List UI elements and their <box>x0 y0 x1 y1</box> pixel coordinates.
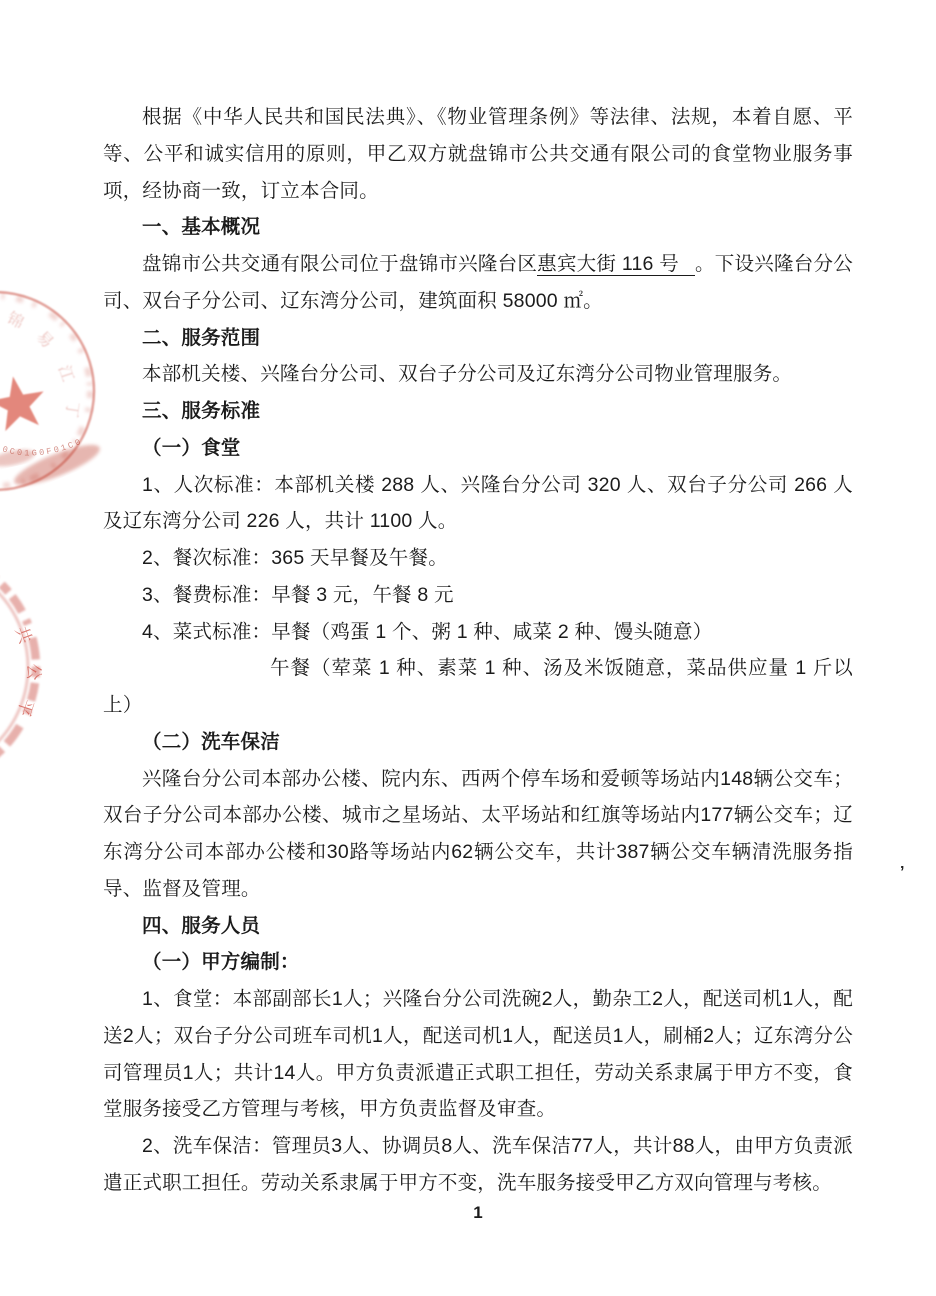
para-service-scope: 本部机关楼、兴隆台分公司、双台子分公司及辽东湾分公司物业管理服务。 <box>142 363 793 386</box>
para-car-wash-scope: 兴隆台分公司本部办公楼、院内东、西两个停车场和爱顿等场站内148辆公交车；双台子分公司本部办公楼、城市之星场站、太平场站和红旗等场站内177辆公交车；辽东湾分公司本部办公楼和30路等场站内62辆公交车，共计387辆公交车辆清洗服务指导、监督及管理。 <box>103 767 853 900</box>
svg-text:丁: 丁 <box>61 400 81 419</box>
heading-service-standard: 三、服务标准 <box>142 400 261 422</box>
seal-star-icon <box>0 377 44 432</box>
svg-text:易: 易 <box>32 328 57 352</box>
para-menu-standard-lunch: 午餐（荤菜 1 种、素菜 1 种、汤及米饭随意，菜品供应量 1 斤以上） <box>103 657 853 716</box>
heading-service-personnel: 四、服务人员 <box>142 914 261 937</box>
para-headcount-standard: 1、人次标准：本部机关楼 288 人、兴隆台分公司 320 人、双台子分公司 266 人及辽东湾分公司 226 人，共计 1100 人。 <box>103 473 853 533</box>
svg-text:锦: 锦 <box>4 309 27 333</box>
contract-body <box>103 0 853 1202</box>
para-company-location-pre: 盘锦市公共交通有限公司位于盘锦市兴隆台区 <box>142 253 538 275</box>
heading-service-scope: 二、服务范围 <box>142 326 261 349</box>
heading-basic-overview: 一、基本概况 <box>142 216 261 239</box>
heading-car-wash: （二）洗车保洁 <box>142 730 280 753</box>
para-company-location <box>103 246 853 320</box>
svg-text:平: 平 <box>13 696 37 719</box>
para-canteen-staffing: 1、食堂：本部副部长1人；兴隆台分公司洗碗2人，勤杂工2人，配送司机1人，配送2人；双台子分公司班车司机1人，配送司机1人，配送员1人，刷桶2人；辽东湾分公司管理员1人；共计14人。甲方负责派遣正式职工担任，劳动关系隶属于甲方不变，食堂服务接受乙方管理与考核，甲方负责监督及审查。 <box>103 988 853 1121</box>
seal2-outer-ring <box>0 575 28 765</box>
para-car-wash-staffing: 2、洗车保洁：管理员3人、协调员8人、洗车保洁77人，共计88人，由甲方负责派遣正式职工担任。劳动关系隶属于甲方不变，洗车服务接受甲乙方双向管理与考核。 <box>103 1135 853 1194</box>
para-meal-fee-standard: 3、餐费标准：早餐 3 元，午餐 8 元 <box>142 583 454 606</box>
para-meal-times-standard: 2、餐次标准：365 天早餐及午餐。 <box>142 547 448 569</box>
page-number: 1 <box>473 1203 483 1222</box>
seal-ring-texture <box>0 296 90 486</box>
para-company-location-post: 。下设兴隆台分公司、双台子分公司、辽东湾分公司，建筑面积 58000 ㎡。 <box>103 253 853 312</box>
seal2-ring-texture <box>0 575 36 765</box>
seal-outer-ring <box>0 292 94 490</box>
para-menu-standard-breakfast: 4、菜式标准：早餐（鸡蛋 1 个、粥 1 种、咸菜 2 种、馒头随意） <box>142 620 713 643</box>
heading-canteen: （一）食堂 <box>142 436 241 459</box>
official-seal-large <box>0 283 105 498</box>
seal-rim-glyphs <box>4 309 82 419</box>
seal-serial-number: 0C01G0F01C0 <box>1 436 85 459</box>
official-seal-small <box>0 575 60 765</box>
seal-ink-blotch <box>10 438 104 493</box>
svg-text:公: 公 <box>24 663 43 681</box>
seal-ink-blotch-small <box>0 447 36 470</box>
svg-text:共: 共 <box>11 623 36 647</box>
para-preamble: 根据《中华人民共和国民法典》、《物业管理条例》等法律、法规，本着自愿、平等、公平和诚实信用的原则，甲乙双方就盘锦市公共交通有限公司的食堂物业服务事项，经协商一致，订立本合同。 <box>103 106 853 202</box>
scan-artifact-mark: ’ <box>900 864 905 881</box>
heading-party-a-staffing: （一）甲方编制： <box>142 951 300 974</box>
svg-text:江: 江 <box>54 363 76 384</box>
address-underlined: 惠宾大街 116 号 <box>537 253 695 276</box>
seal2-rim-glyphs <box>11 624 43 719</box>
